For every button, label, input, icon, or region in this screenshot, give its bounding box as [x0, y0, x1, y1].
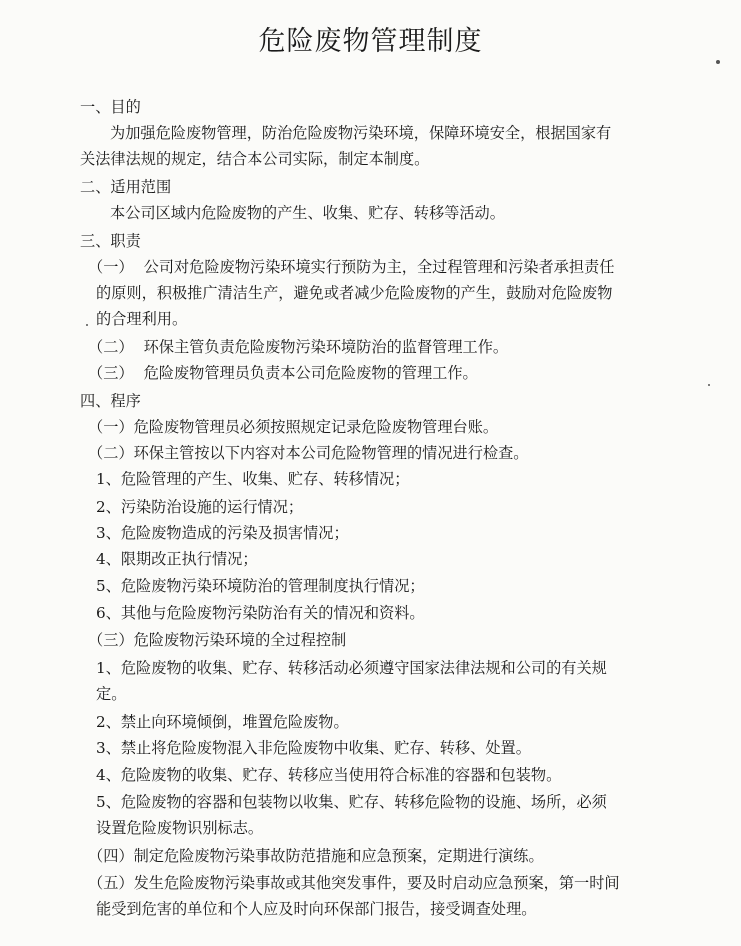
duty-1-line-2: 的原则，积极推广清洁生产，避免或者减少危险废物的产生，鼓励对危险废物: [96, 284, 613, 302]
duty-1-line-1: [88, 256, 614, 278]
procedure-1-text: 危险废物管理员必须按照规定记录危险废物管理台账。: [133, 418, 499, 436]
procedure-3-item-1-line-1: 1、危险废物的收集、贮存、转移活动必须遵守国家法律法规和公司的有关规: [96, 659, 607, 677]
procedure-3-item-5-line-2: 设置危险废物识别标志。: [96, 819, 264, 837]
procedure-3-text: 危险废物污染环境的全过程控制: [133, 631, 347, 649]
procedure-2-item: 6、其他与危险废物污染防治有关的情况和资料。: [96, 604, 425, 622]
procedure-5-label: （五）: [88, 874, 134, 892]
procedure-3-item-1-line-2: 定。: [96, 685, 127, 703]
procedure-2-text: 环保主管按以下内容对本公司危险物管理的情况进行检查。: [133, 444, 529, 462]
procedure-1-line: [88, 416, 498, 438]
duty-2-line: [88, 336, 508, 358]
purpose-text-line-1: 为加强危险废物管理，防治危险废物污染环境，保障环境安全，根据国家有: [110, 124, 612, 142]
section-heading-duties: 三、职责: [80, 232, 141, 250]
procedure-5-line-2: 能受到危害的单位和个人应及时向环保部门报告，接受调查处理。: [96, 900, 537, 918]
procedure-5-text: 发生危险废物污染事故或其他突发事件，要及时启动应急预案，第一时间: [133, 874, 620, 892]
procedure-4-label: （四）: [88, 847, 134, 865]
procedure-4-text: 制定危险废物污染事故防范措施和应急预案，定期进行演练。: [133, 847, 544, 865]
duty-1-line-3: 的合理利用。: [96, 310, 188, 328]
procedure-3-item-3: 3、禁止将危险废物混入非危险废物中收集、贮存、转移、处置。: [96, 739, 531, 757]
purpose-text-line-2: 关法律法规的规定，结合本公司实际，制定本制度。: [80, 150, 430, 168]
section-heading-scope: 二、适用范围: [80, 178, 172, 196]
scan-speck: [716, 60, 720, 64]
scan-speck: [86, 324, 88, 326]
procedure-5-line-1: [88, 872, 620, 894]
section-heading-purpose: 一、目的: [80, 98, 141, 116]
duty-1-label: （一）: [88, 258, 134, 276]
page-title: 危险废物管理制度: [258, 26, 483, 57]
procedure-3-item-2: 2、禁止向环境倾倒，堆置危险废物。: [96, 713, 349, 731]
procedure-2-item: 3、危险废物造成的污染及损害情况；: [96, 524, 349, 542]
procedure-3-label: （三）: [88, 631, 134, 649]
duty-1-text: 公司对危险废物污染环境实行预防为主，全过程管理和污染者承担责任: [143, 258, 615, 276]
duty-3-line: [88, 362, 478, 384]
procedure-2-item: 5、危险废物污染环境防治的管理制度执行情况；: [96, 577, 425, 595]
procedure-1-label: （一）: [88, 418, 134, 436]
duty-2-label: （二）: [88, 338, 134, 356]
procedure-2-item: 2、污染防治设施的运行情况；: [96, 498, 304, 516]
duty-2-text: 环保主管负责危险废物污染环境防治的监督管理工作。: [143, 338, 509, 356]
procedure-3-line: [88, 629, 346, 651]
procedure-3-item-5-line-1: 5、危险废物的容器和包装物以收集、贮存、转移危险物的设施、场所，必须: [96, 793, 607, 811]
procedure-2-item: 1、危险管理的产生、收集、贮存、转移情况；: [96, 470, 410, 488]
procedure-3-item-4: 4、危险废物的收集、贮存、转移应当使用符合标准的容器和包装物。: [96, 766, 562, 784]
procedure-2-line: [88, 442, 528, 464]
duty-3-text: 危险废物管理员负责本公司危险废物的管理工作。: [143, 364, 478, 382]
scope-text-line-1: 本公司区域内危险废物的产生、收集、贮存、转移等活动。: [110, 204, 505, 222]
procedure-4-line: [88, 845, 544, 867]
procedure-2-item: 4、限期改正执行情况；: [96, 550, 258, 568]
duty-3-label: （三）: [88, 364, 134, 382]
procedure-2-label: （二）: [88, 444, 134, 462]
scan-speck: [708, 384, 710, 386]
section-heading-procedures: 四、程序: [80, 392, 141, 410]
